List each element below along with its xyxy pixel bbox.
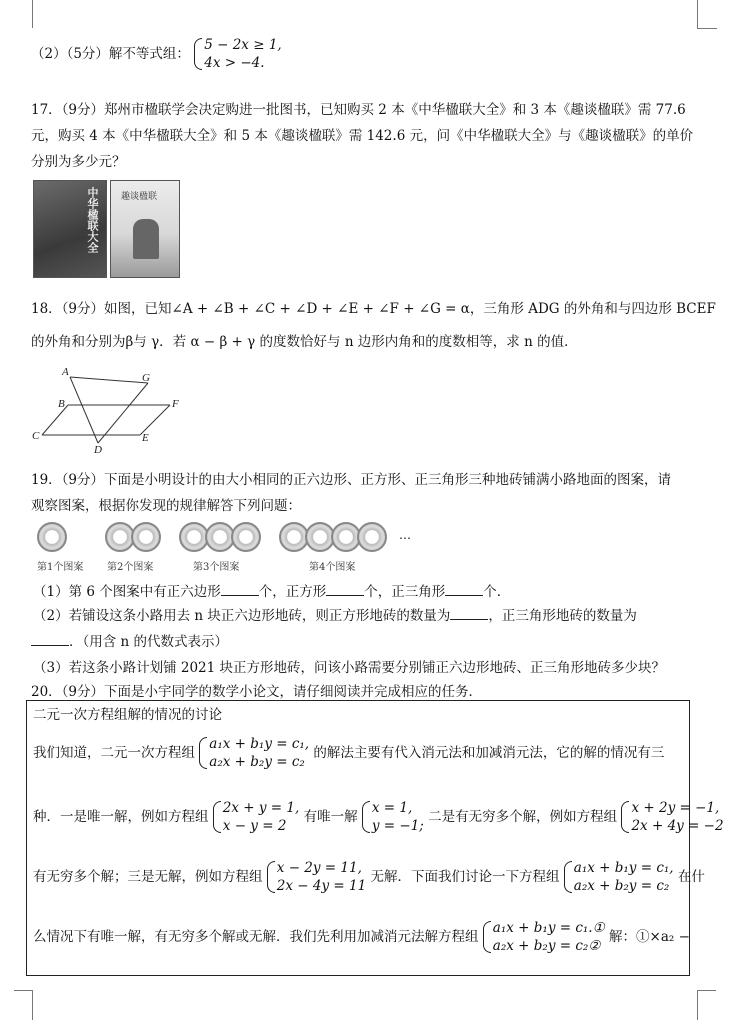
label-E: E: [142, 432, 149, 444]
eq: a₁x + b₁y = c₁.①: [492, 920, 605, 936]
pattern-4: [279, 522, 383, 556]
eq: x + 2y = −1,: [631, 800, 720, 816]
eq: y = −1;: [371, 818, 424, 835]
pattern-2: [105, 522, 157, 556]
q19-sub2-text-b: ，正三角形地砖的数量为: [488, 608, 637, 624]
essay-paragraph-1: [33, 735, 664, 771]
q16-inequality-system: [31, 36, 282, 72]
p3-text-b: 无解．下面我们讨论一下方程组: [370, 869, 560, 886]
p4-text-a: 么情况下有唯一解，有无穷多个解或无解．我们先利用加减消元法解方程组: [33, 929, 479, 946]
book2-title: 趣谈楹联: [121, 192, 158, 202]
eq: 2x − 4y = 11: [276, 878, 367, 895]
q19-sub2: [33, 604, 637, 624]
q19-sub1-text-d: 个．: [483, 584, 511, 600]
eq: x − 2y = 11,: [276, 860, 362, 876]
eq: 2x + 4y = −2: [631, 818, 724, 835]
label-F: F: [172, 398, 179, 410]
eq: x = 1,: [371, 800, 413, 816]
q19-line2: 观察图案，根据你发现的规律解答下列问题：: [31, 498, 301, 514]
label-A: A: [62, 366, 69, 378]
caption-1: 第1个图案: [37, 562, 84, 573]
label-D: D: [94, 444, 102, 455]
book1-title: 中华楹联大全: [86, 187, 99, 253]
answer-blank[interactable]: [450, 607, 488, 620]
p3-text-a: 有无穷多个解；三是无解，例如方程组: [33, 869, 263, 886]
book2-figure: [133, 219, 159, 259]
pattern-3: [179, 522, 257, 556]
system-example-infinite: [621, 799, 723, 835]
system-example-none: [267, 859, 366, 895]
p4-text-b: 解：①×a₂ −: [609, 929, 690, 946]
q16-eq1: 5 − 2x ≥ 1,: [204, 37, 282, 53]
label-B: B: [58, 398, 65, 410]
essay-paragraph-3: [33, 859, 705, 895]
caption-4: 第4个图案: [309, 562, 356, 573]
q19-sub1-text-b: 个，正方形: [258, 584, 327, 600]
eq: a₁x + b₁y = c₁,: [573, 860, 674, 876]
system-example-unique: [213, 799, 300, 835]
answer-blank[interactable]: [445, 583, 483, 596]
q16-system: [194, 36, 281, 72]
eq: a₂x + b₂y = c₂②: [492, 938, 601, 955]
system-general: [199, 735, 309, 771]
essay-paragraph-4: [33, 919, 690, 955]
q19-line1: 19．（9分）下面是小明设计的由大小相同的正六边形、正方形、正三角形三种地砖铺满小路地面的图案，请: [31, 472, 672, 488]
p2-text-c: 二是有无穷多个解，例如方程组: [428, 809, 618, 826]
system-labeled: [483, 919, 605, 955]
p1-text-b: 的解法主要有代入消元法和加减消元法，它的解的情况有三: [313, 745, 665, 762]
q19-sub2-text-a: （2）若铺设这条小路用去 n 块正六边形地砖，则正方形地砖的数量为: [33, 608, 451, 624]
system-general-2: [564, 859, 674, 895]
crop-mark-top-right-h: [697, 28, 717, 29]
answer-blank[interactable]: [31, 633, 69, 646]
crop-mark-top-right: [697, 0, 716, 28]
p1-text-a: 我们知道，二元一次方程组: [33, 745, 195, 762]
answer-blank[interactable]: [221, 583, 259, 596]
q17-line3: 分别为多少元？: [31, 154, 126, 170]
pattern-1: [37, 522, 63, 556]
q19-sub3: （3）若这条小路计划铺 2021 块正方形地砖，问该小路需要分别铺正六边形地砖、正三角形地砖多少块？: [33, 660, 666, 676]
hexagon-tile: [231, 522, 261, 552]
hexagon-tile: [357, 522, 387, 552]
q18-geometry-figure: [30, 365, 190, 455]
q17-line2: 元，购买 4 本《中华楹联大全》和 5 本《趣谈楹联》需 142.6 元，问《中华楹联大全》与《趣谈楹联》的单价: [31, 128, 694, 144]
q19-sub1: [33, 580, 510, 600]
crop-mark-bottom-right: [697, 990, 716, 1020]
q18-line2: 的外角和分别为β与 γ．若 α − β + γ 的度数恰好与 n 边形内角和的度数相等，求 n 的值．: [31, 334, 578, 350]
q16-eq2: 4x > −4.: [204, 55, 265, 72]
q16-prefix: （2）（5分）解不等式组：: [31, 46, 190, 63]
caption-3: 第3个图案: [193, 562, 240, 573]
label-C: C: [32, 430, 40, 442]
essay-title: 二元一次方程组解的情况的讨论: [33, 707, 222, 723]
hexagon-tile: [131, 522, 161, 552]
p2-text-a: 种．一是唯一解，例如方程组: [33, 809, 209, 826]
q19-sub2-text-c: ．（用含 n 的代数式表示）: [69, 634, 229, 650]
hexagon-tile: [37, 522, 67, 552]
caption-2: 第2个图案: [107, 562, 154, 573]
crop-mark-bottom-left: [14, 990, 33, 1020]
pattern-ellipsis: …: [399, 528, 411, 542]
q17-line1: 17．（9分）郑州市楹联学会决定购进一批图书，已知购买 2 本《中华楹联大全》和 3 本《趣谈楹联》需 77.6: [31, 102, 686, 118]
essay-paragraph-2: [33, 799, 724, 835]
q19-sub2-cont: [31, 630, 228, 650]
eq: a₁x + b₁y = c₁,: [209, 736, 310, 752]
q19-sub1-text-c: 个，正三角形: [364, 584, 446, 600]
p3-text-c: 在什: [677, 869, 705, 886]
eq: a₂x + b₂y = c₂: [573, 878, 670, 895]
q19-sub1-text-a: （1）第 6 个图案中有正六边形: [33, 584, 221, 600]
p2-text-b: 有唯一解: [303, 809, 358, 826]
segment-FE: [140, 405, 170, 435]
q18-line1: 18．（9分）如图，已知∠A + ∠B + ∠C + ∠D + ∠E + ∠F + ∠G = α，三角形 ADG 的外角和与四边形 BCEF: [31, 301, 716, 317]
eq: 2x + y = 1,: [222, 800, 300, 816]
crop-mark-top-left: [14, 0, 33, 28]
book-image-1: [33, 180, 107, 278]
q19-patterns: [33, 518, 413, 572]
book-image-2: [110, 180, 180, 278]
answer-blank[interactable]: [326, 583, 364, 596]
eq: x − y = 2: [222, 818, 287, 835]
eq: a₂x + b₂y = c₂: [209, 754, 305, 771]
segment-AG: [70, 377, 148, 383]
system-solution: [362, 799, 424, 835]
label-G: G: [142, 372, 150, 384]
essay-box: [26, 700, 724, 976]
segment-AD: [70, 377, 98, 443]
q20-line1: 20．（9分）下面是小宇同学的数学小论文，请仔细阅读并完成相应的任务．: [31, 684, 483, 700]
